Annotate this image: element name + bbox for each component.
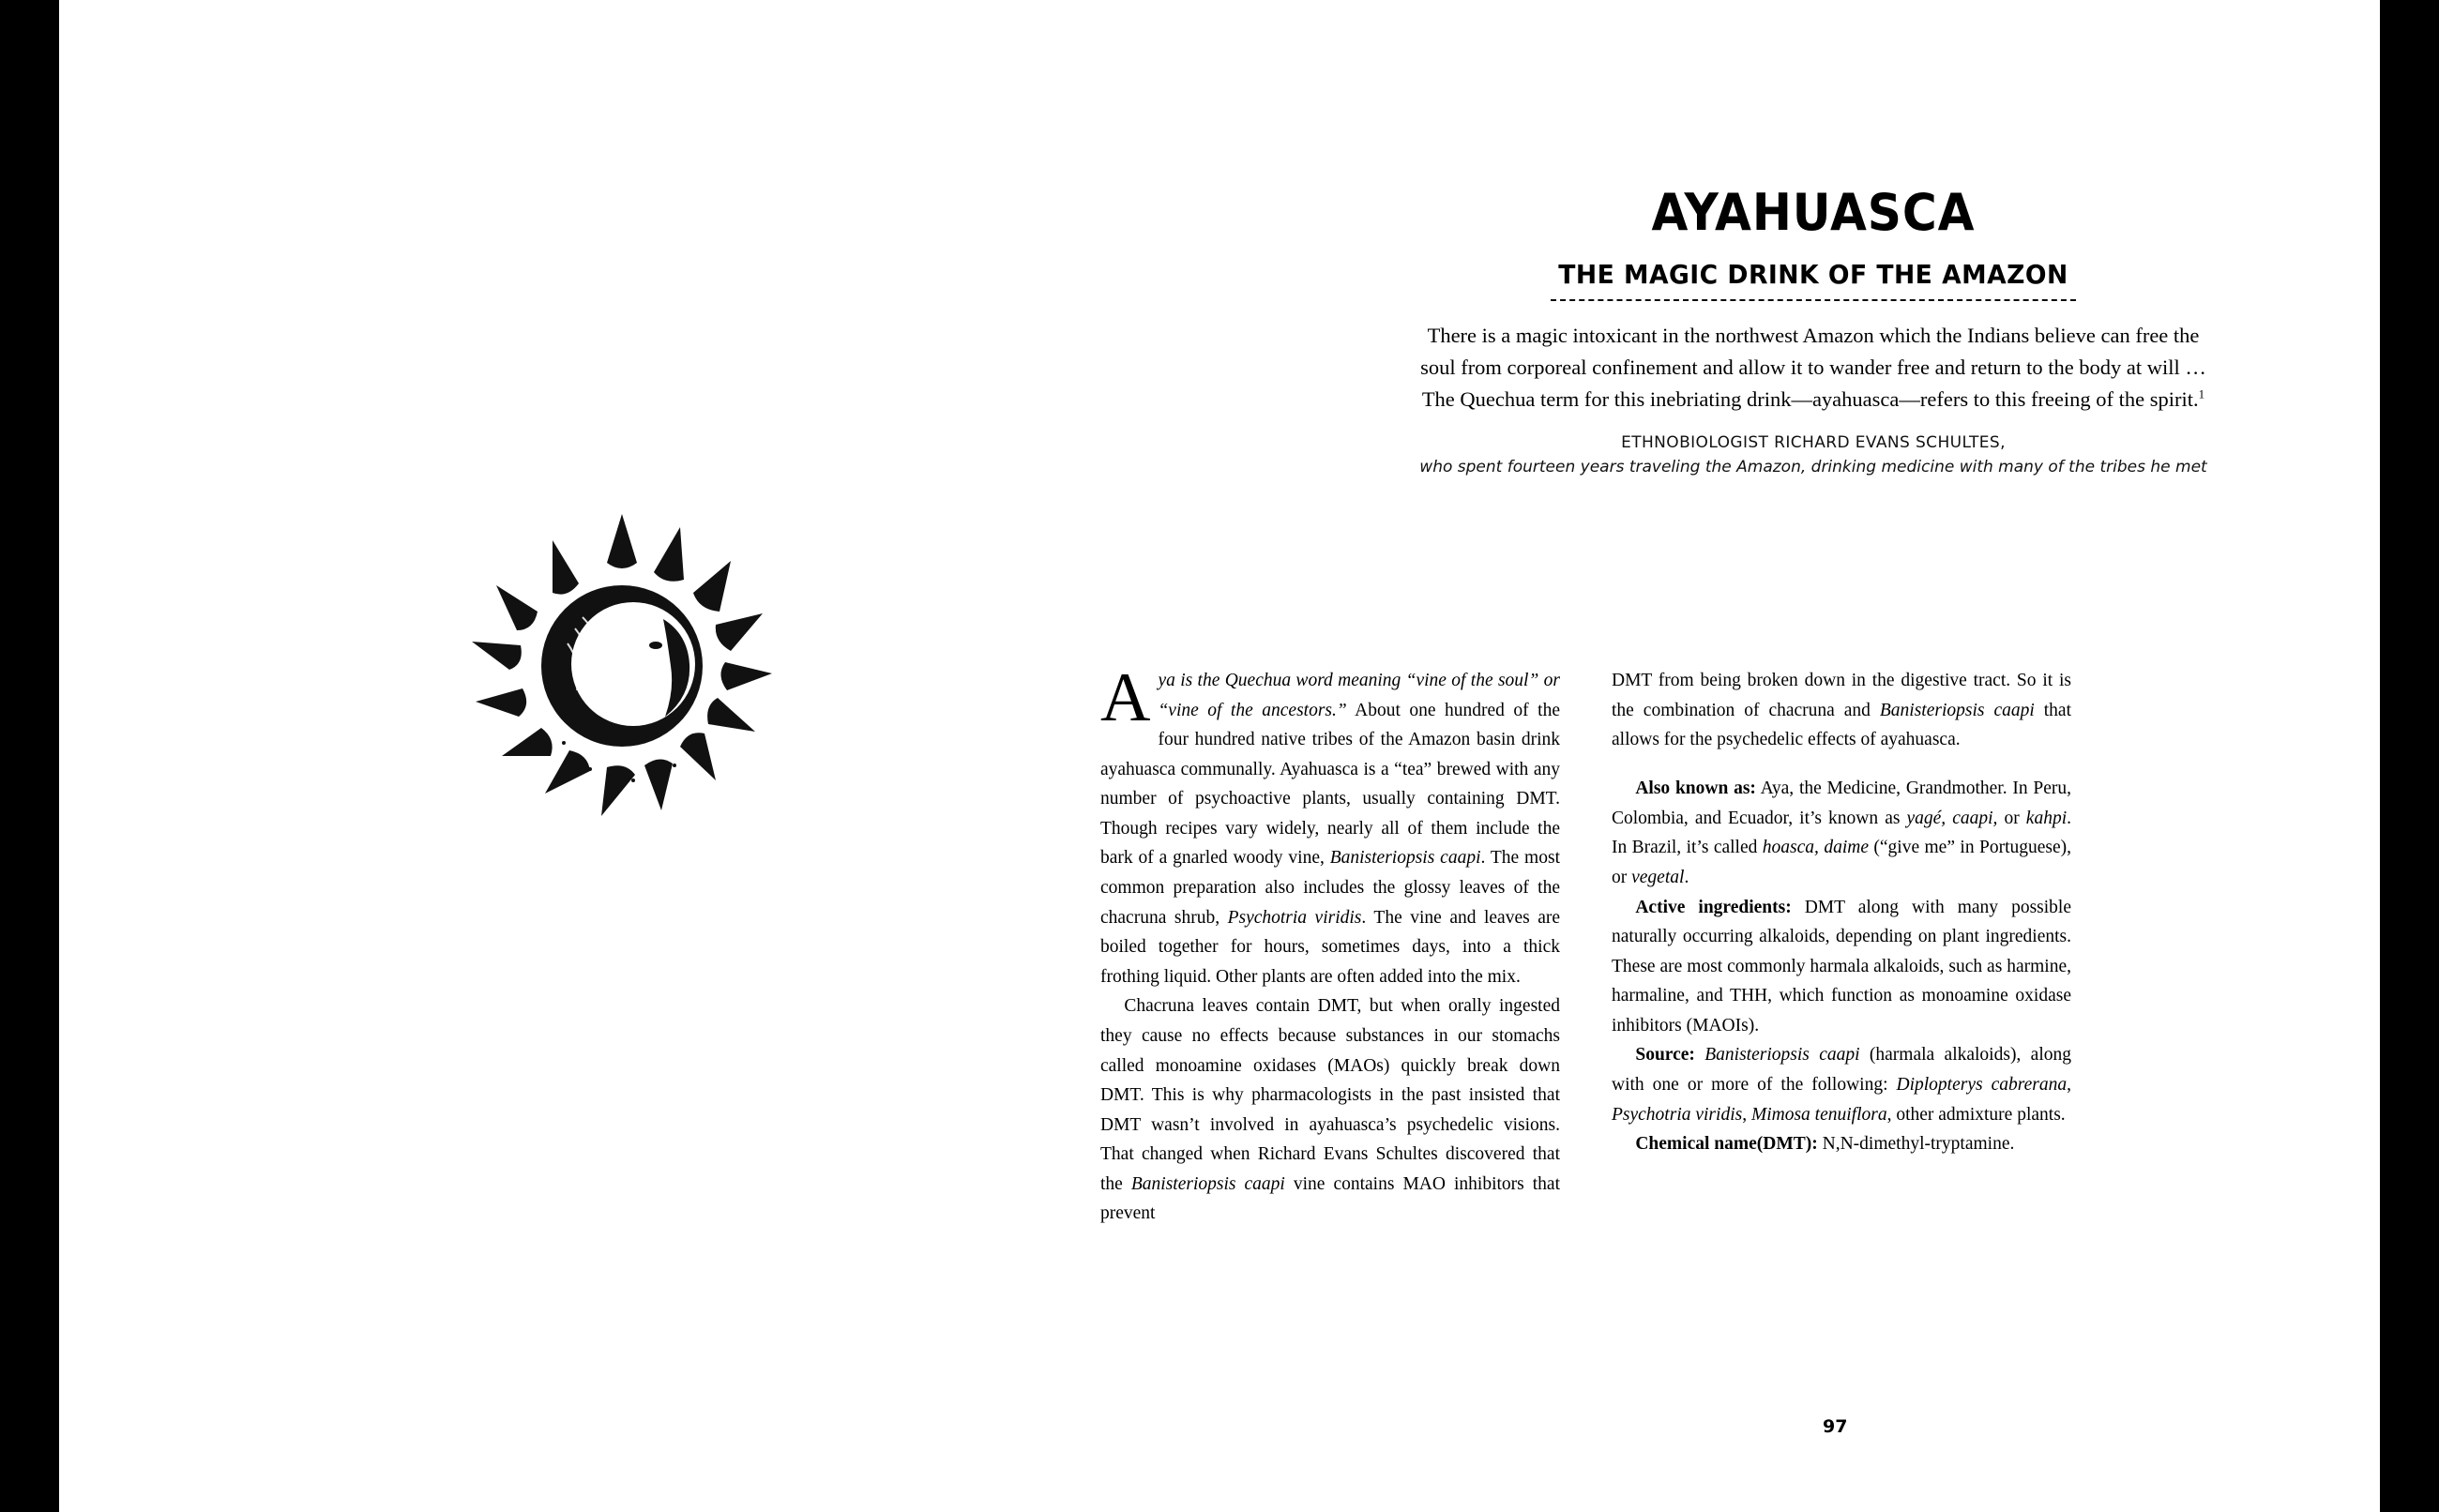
- sun-moon-face-engraving: [462, 507, 781, 825]
- article-header: [1401, 183, 2226, 479]
- active-ingredients-label: Active ingredients:: [1635, 897, 1792, 917]
- paragraph-text: Chacruna leaves contain DMT, but when orally ingested they cause no effects because substances in our stomachs called monoamine oxidases (MAOs) quickly break down DMT. This is why pharmacologists in the past insisted that DMT wasn’t involved in ayahuasca’s psychedelic visions. That changed when Richard Evans Schultes discovered that the: [1100, 996, 1560, 1194]
- epigraph-attribution: [1401, 431, 2226, 479]
- paragraph: [1100, 659, 1560, 991]
- species-name: Banisteriopsis caapi: [1704, 1045, 1860, 1066]
- species-name: Psychotria viridis: [1612, 1104, 1743, 1125]
- term-italic: kahpi: [2025, 808, 2068, 828]
- species-name: Banisteriopsis caapi: [1879, 700, 2035, 720]
- footnote-marker: 1: [2198, 386, 2205, 401]
- epigraph-quote: [1401, 320, 2226, 415]
- also-known-as-label: Also known as:: [1635, 779, 1756, 799]
- attribution-description: who spent fourteen years traveling the Amazon, drinking medicine with many of the tribes he met: [1419, 457, 2207, 476]
- species-name: Psychotria viridis: [1227, 907, 1362, 928]
- book-page: [59, 0, 2380, 1512]
- paragraph-text: . The vine and leaves are boiled together for hours, sometimes days, into a thick frothing liquid. Other plants are often added into the mix.: [1100, 907, 1560, 987]
- paragraph-text: (harmala alkaloids), along with one or more of the following:: [1612, 1045, 2071, 1095]
- paragraph-text: .: [1684, 867, 1689, 887]
- paragraph-text: About one hundred of the four hundred native tribes of the Amazon basin drink ayahuasca communally. Ayahuasca is a “tea” brewed with any number of psychoactive plants, usually containing DMT. Though recipes vary widely, nearly all of them include the bark of a gnarled woody vine,: [1100, 700, 1560, 869]
- paragraph: [1100, 991, 1560, 1229]
- species-name: Banisteriopsis caapi: [1329, 848, 1481, 869]
- paragraph-text: DMT along with many possible naturally occurring alkaloids, depending on plant ingredients. These are most commonly harmala alkaloids, such as harmine, harmaline, and THH, which function as monoamine oxidase inhibitors (MAOIs).: [1612, 897, 2071, 1036]
- term-italic: yagé, caapi,: [1906, 808, 1998, 828]
- page-title: AYAHUASCA: [1651, 183, 1976, 242]
- species-name: Diplopterys cabrerana: [1896, 1074, 2068, 1095]
- paragraph-text: N,N-dimethyl-tryptamine.: [1817, 1134, 2015, 1155]
- drop-cap: A: [1100, 659, 1151, 736]
- body-column-left: [1100, 659, 1561, 1229]
- paragraph-text: [1695, 1045, 1704, 1065]
- paragraph-text: that allows for the psychedelic effects of ayahuasca.: [1612, 700, 2071, 750]
- chemical-name-entry: [1612, 1129, 2071, 1159]
- paragraph-text: ,: [2067, 1074, 2071, 1095]
- paragraph-text: . The most common preparation also includes the glossy leaves of the chacruna shrub,: [1100, 848, 1560, 928]
- paragraph: [1612, 666, 2071, 755]
- paragraph-text: vine contains MAO inhibitors that prevent: [1100, 1173, 1561, 1224]
- paragraph-text: ,: [1742, 1104, 1751, 1125]
- paragraph-text: Aya, the Medicine, Grandmother. In Peru, Colombia, and Ecuador, it’s known as: [1612, 779, 2071, 828]
- species-name: Banisteriopsis caapi: [1130, 1173, 1285, 1194]
- sun-moon-illustration: [462, 507, 781, 825]
- term-italic: hoasca, daime: [1762, 838, 1869, 858]
- page-number: 97: [1823, 1416, 1848, 1437]
- also-known-as-entry: [1612, 774, 2071, 892]
- body-columns: [1100, 659, 2226, 1229]
- species-name: Mimosa tenuiflora: [1750, 1104, 1887, 1125]
- paragraph-text: DMT from being broken down in the digestive tract. So it is the combination of chacruna and: [1612, 671, 2071, 720]
- dashed-divider: [1551, 299, 2076, 301]
- body-column-right: [1612, 666, 2071, 1229]
- attribution-name: ETHNOBIOLOGIST RICHARD EVANS SCHULTES,: [1621, 433, 2006, 453]
- active-ingredients-entry: [1612, 893, 2071, 1041]
- paragraph-text: , other admixture plants.: [1886, 1104, 2066, 1125]
- chemical-name-label: Chemical name(DMT):: [1635, 1134, 1818, 1155]
- paragraph-text: . In Brazil, it’s called: [1612, 808, 2071, 858]
- source-label: Source:: [1635, 1045, 1695, 1066]
- term-italic: vegetal: [1631, 867, 1685, 887]
- lead-italic: ya is the Quechua word meaning “vine of the soul” or “vine of the ancestors.”: [1158, 671, 1560, 720]
- source-entry: [1612, 1040, 2071, 1129]
- paragraph-text: (“give me” in Portuguese), or: [1612, 838, 2071, 887]
- page-subtitle: THE MAGIC DRINK OF THE AMAZON: [1558, 259, 2068, 290]
- paragraph-text: or: [1997, 808, 2026, 828]
- epigraph-text: There is a magic intoxicant in the northwest Amazon which the Indians believe can free the soul from corporeal confinement and allow it to wander free and return to the body at will … The Quechua term for this inebriating drink—ayahuasca—refers to this freeing of the spirit.: [1420, 324, 2206, 411]
